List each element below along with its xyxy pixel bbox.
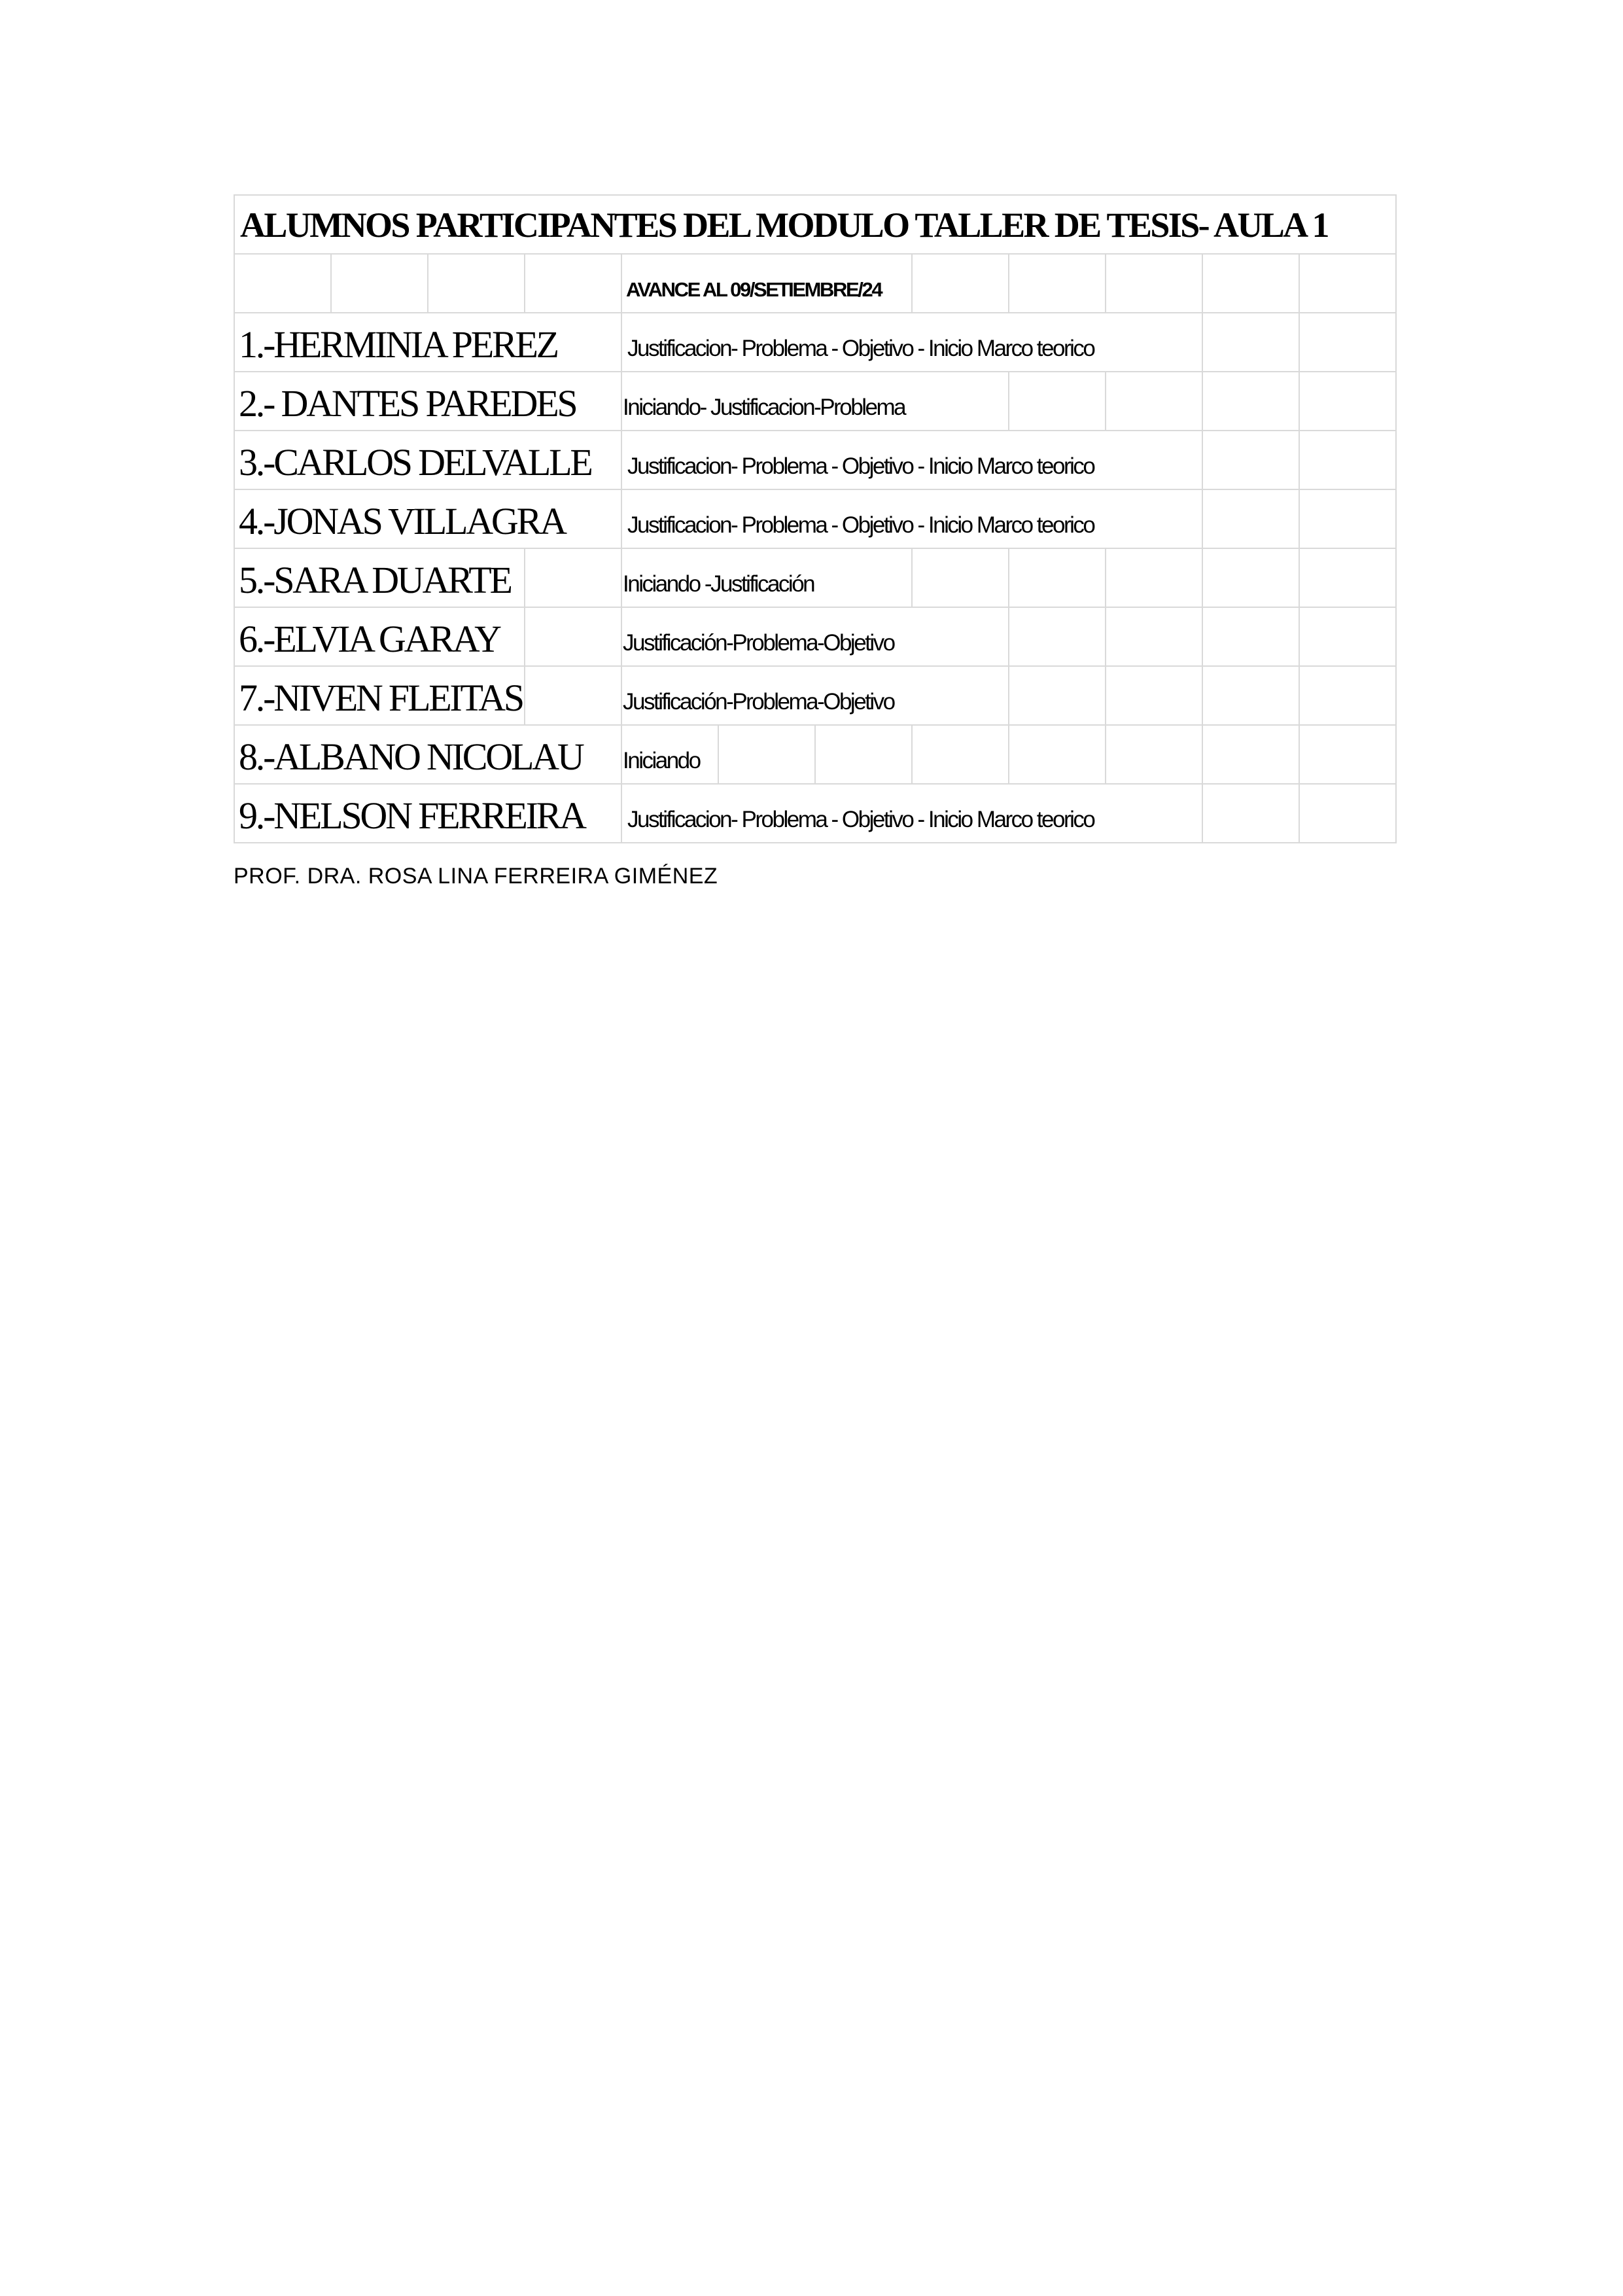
table-row bbox=[234, 549, 1397, 608]
student-progress: Justificacion- Problema - Objetivo - Inicio Marco teorico bbox=[627, 512, 1094, 538]
student-name: 8.-ALBANO NICOLAU bbox=[239, 735, 583, 778]
student-progress: Justificacion- Problema - Objetivo - Inicio Marco teorico bbox=[627, 807, 1094, 832]
student-progress: Iniciando- Justificacion-Problema bbox=[623, 395, 905, 420]
professor-signature-line: PROF. DRA. ROSA LINA FERREIRA GIMÉNEZ bbox=[234, 864, 718, 889]
title-row bbox=[234, 194, 1397, 255]
table-row bbox=[234, 785, 1397, 843]
student-name: 3.-CARLOS DELVALLE bbox=[239, 441, 591, 484]
student-progress: Justificacion- Problema - Objetivo - Inicio Marco teorico bbox=[627, 453, 1094, 479]
table-row bbox=[234, 313, 1397, 372]
header-row bbox=[234, 255, 1397, 313]
student-progress: Justificación-Problema-Objetivo bbox=[623, 630, 894, 656]
student-name: 7.-NIVEN FLEITAS bbox=[239, 677, 523, 719]
student-name: 6.-ELVIA GARAY bbox=[239, 618, 500, 660]
student-progress: Iniciando -Justificación bbox=[623, 571, 814, 597]
table-title: ALUMNOS PARTICIPANTES DEL MODULO TALLER DE TESIS- AULA 1 bbox=[240, 205, 1328, 245]
table-row bbox=[234, 667, 1397, 726]
student-progress: Justificacion- Problema - Objetivo - Inicio Marco teorico bbox=[627, 336, 1094, 361]
table-row bbox=[234, 608, 1397, 667]
table-row bbox=[234, 726, 1397, 785]
table-row bbox=[234, 372, 1397, 431]
student-progress: Justificación-Problema-Objetivo bbox=[623, 689, 894, 715]
student-progress: Iniciando bbox=[623, 748, 700, 773]
student-name: 4.-JONAS VILLAGRA bbox=[239, 500, 565, 542]
students-table bbox=[234, 194, 1397, 843]
progress-date-header: AVANCE AL 09/SETIEMBRE/24 bbox=[626, 278, 882, 301]
table-row bbox=[234, 431, 1397, 490]
student-name: 2.- DANTES PAREDES bbox=[239, 382, 576, 425]
table-row bbox=[234, 490, 1397, 549]
student-name: 5.-SARA DUARTE bbox=[239, 559, 511, 601]
student-name: 1.-HERMINIA PEREZ bbox=[239, 323, 557, 366]
student-name: 9.-NELSON FERREIRA bbox=[239, 794, 585, 837]
